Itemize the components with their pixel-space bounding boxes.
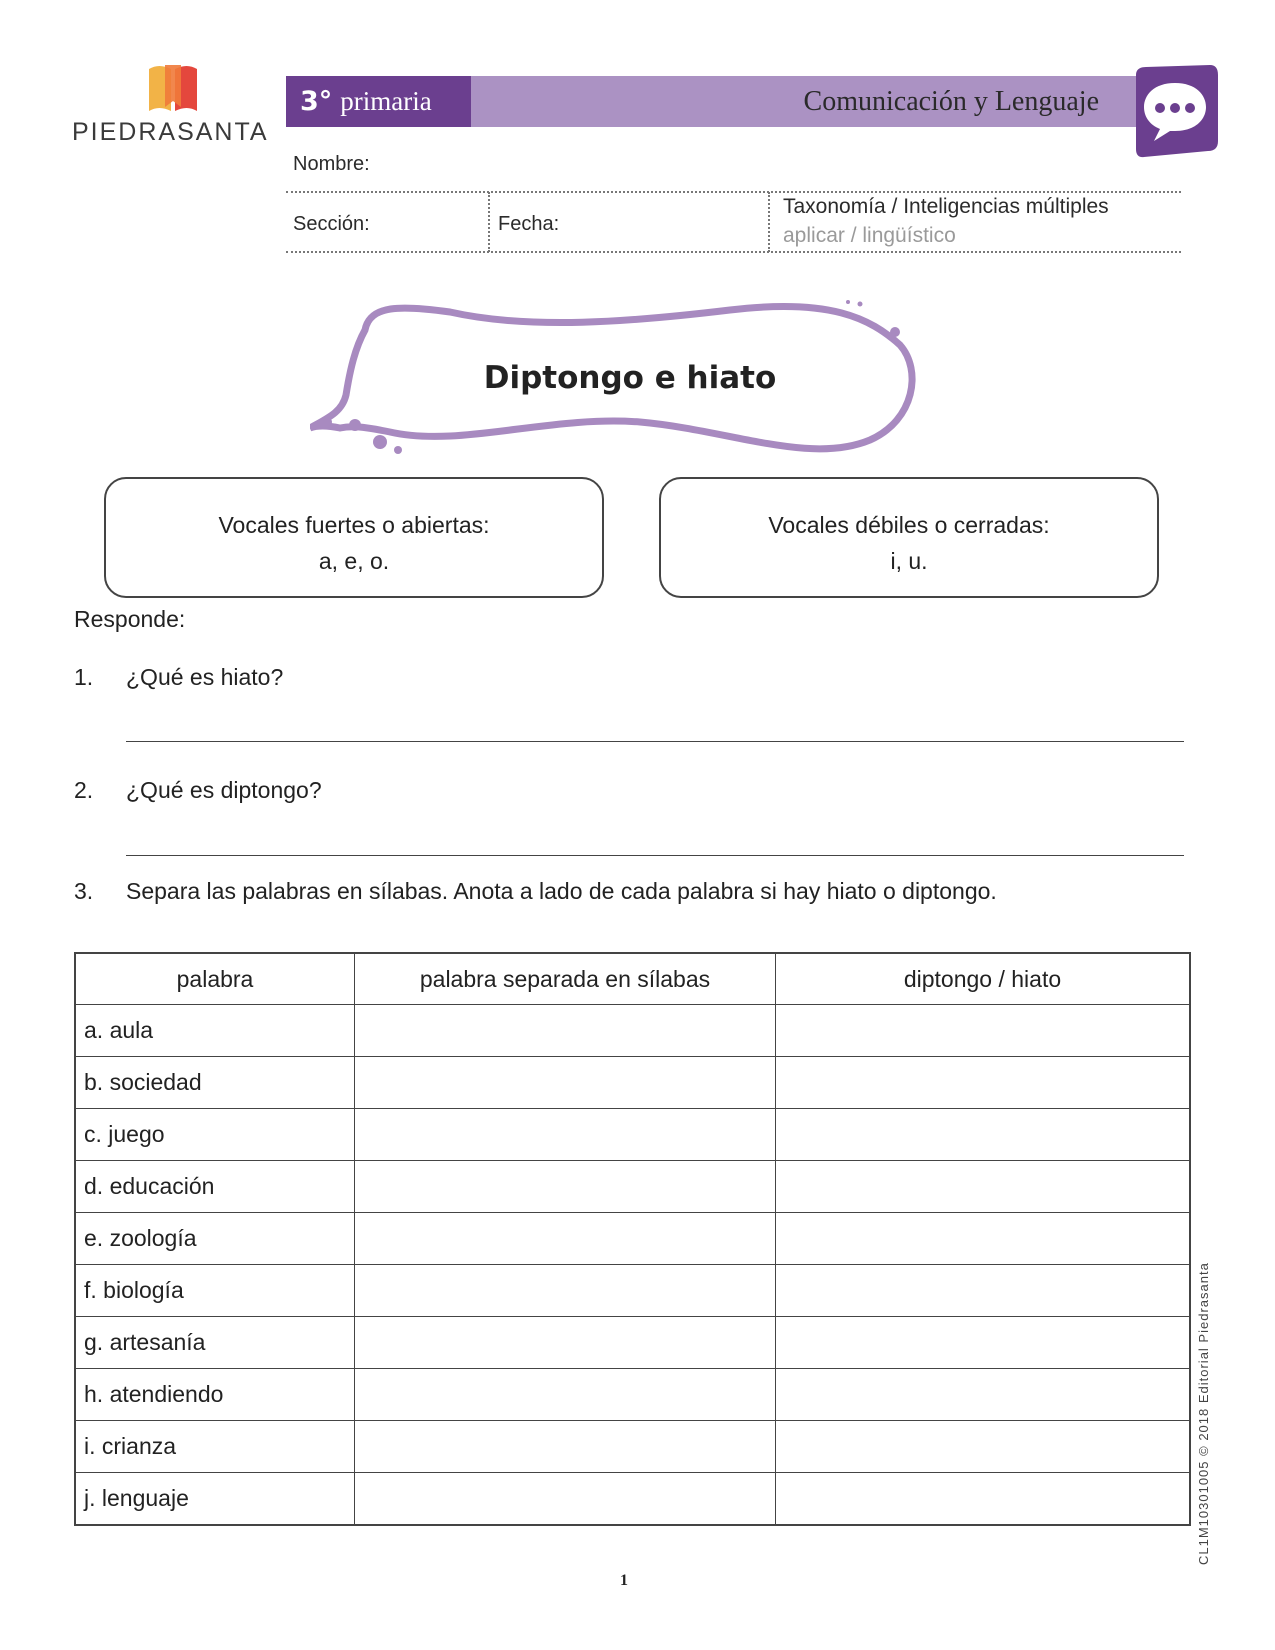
- word-cell: h. atendiendo: [75, 1369, 355, 1421]
- logo-book-icon: [147, 63, 199, 113]
- date-label: Fecha:: [498, 213, 560, 235]
- question-text: ¿Qué es diptongo?: [126, 777, 322, 803]
- grade-number: 3°: [300, 86, 333, 117]
- syllables-cell[interactable]: [355, 1213, 776, 1265]
- weak-vowels-box: [659, 477, 1159, 598]
- column-header: palabra: [75, 953, 355, 1005]
- type-cell[interactable]: [776, 1317, 1191, 1369]
- section-label: Sección:: [293, 213, 370, 235]
- word-cell: e. zoología: [75, 1213, 355, 1265]
- table-row: [75, 1005, 1190, 1057]
- table-row: [75, 1421, 1190, 1473]
- table-row: [75, 1109, 1190, 1161]
- word-cell: f. biología: [75, 1265, 355, 1317]
- syllables-cell[interactable]: [355, 1473, 776, 1526]
- publisher-code: CL1M10301005 © 2018 Editorial Piedrasanta: [1196, 1262, 1211, 1565]
- page-title: Diptongo e hiato: [483, 360, 777, 396]
- grade-label: [286, 76, 471, 127]
- question-text: ¿Qué es hiato?: [126, 664, 284, 690]
- table-row: [75, 1161, 1190, 1213]
- column-header: diptongo / hiato: [776, 953, 1191, 1005]
- word-cell: b. sociedad: [75, 1057, 355, 1109]
- syllables-cell[interactable]: [355, 1005, 776, 1057]
- divider: [286, 251, 1181, 253]
- subject-title: Comunicación y Lenguaje: [471, 76, 1139, 127]
- table-row: [75, 1317, 1190, 1369]
- taxonomy-title: Taxonomía / Inteligencias múltiples: [783, 195, 1109, 218]
- strong-vowels-title: Vocales fuertes o abiertas:: [218, 512, 490, 538]
- divider: [768, 192, 770, 252]
- taxonomy-value: aplicar / lingüístico: [783, 224, 956, 247]
- type-cell[interactable]: [776, 1473, 1191, 1526]
- word-cell: a. aula: [75, 1005, 355, 1057]
- answer-line[interactable]: [126, 855, 1184, 856]
- table-header-row: [75, 953, 1190, 1005]
- grade-level: primaria: [340, 86, 432, 116]
- word-cell: c. juego: [75, 1109, 355, 1161]
- syllables-cell[interactable]: [355, 1057, 776, 1109]
- type-cell[interactable]: [776, 1161, 1191, 1213]
- table-row: [75, 1369, 1190, 1421]
- syllables-cell[interactable]: [355, 1369, 776, 1421]
- logo-text: PIEDRASANTA: [72, 118, 269, 146]
- type-cell[interactable]: [776, 1109, 1191, 1161]
- question-number: 1.: [74, 664, 94, 690]
- syllable-table: [74, 952, 1191, 1526]
- syllables-cell[interactable]: [355, 1421, 776, 1473]
- divider: [286, 191, 1181, 193]
- page-number: 1: [620, 1572, 628, 1589]
- weak-vowels-list: i, u.: [890, 548, 928, 574]
- type-cell[interactable]: [776, 1369, 1191, 1421]
- type-cell[interactable]: [776, 1005, 1191, 1057]
- column-header: palabra separada en sílabas: [355, 953, 776, 1005]
- question-text: Separa las palabras en sílabas. Anota a lado de cada palabra si hay hiato o diptongo.: [126, 878, 997, 904]
- syllables-cell[interactable]: [355, 1317, 776, 1369]
- speech-bubble-icon: [1130, 65, 1220, 158]
- word-cell: g. artesanía: [75, 1317, 355, 1369]
- table-row: [75, 1265, 1190, 1317]
- type-cell[interactable]: [776, 1265, 1191, 1317]
- answer-line[interactable]: [126, 741, 1184, 742]
- syllables-cell[interactable]: [355, 1265, 776, 1317]
- type-cell[interactable]: [776, 1421, 1191, 1473]
- word-cell: d. educación: [75, 1161, 355, 1213]
- syllables-cell[interactable]: [355, 1161, 776, 1213]
- name-label: Nombre:: [293, 153, 370, 175]
- word-cell: j. lenguaje: [75, 1473, 355, 1526]
- strong-vowels-list: a, e, o.: [318, 548, 390, 574]
- question-number: 3.: [74, 878, 94, 904]
- strong-vowels-box: [104, 477, 604, 598]
- table-row: [75, 1473, 1190, 1526]
- table-row: [75, 1057, 1190, 1109]
- question-number: 2.: [74, 777, 94, 803]
- table-row: [75, 1213, 1190, 1265]
- type-cell[interactable]: [776, 1057, 1191, 1109]
- weak-vowels-title: Vocales débiles o cerradas:: [768, 512, 1050, 538]
- type-cell[interactable]: [776, 1213, 1191, 1265]
- instructions: Responde:: [74, 606, 186, 632]
- syllables-cell[interactable]: [355, 1109, 776, 1161]
- word-cell: i. crianza: [75, 1421, 355, 1473]
- divider: [488, 192, 490, 252]
